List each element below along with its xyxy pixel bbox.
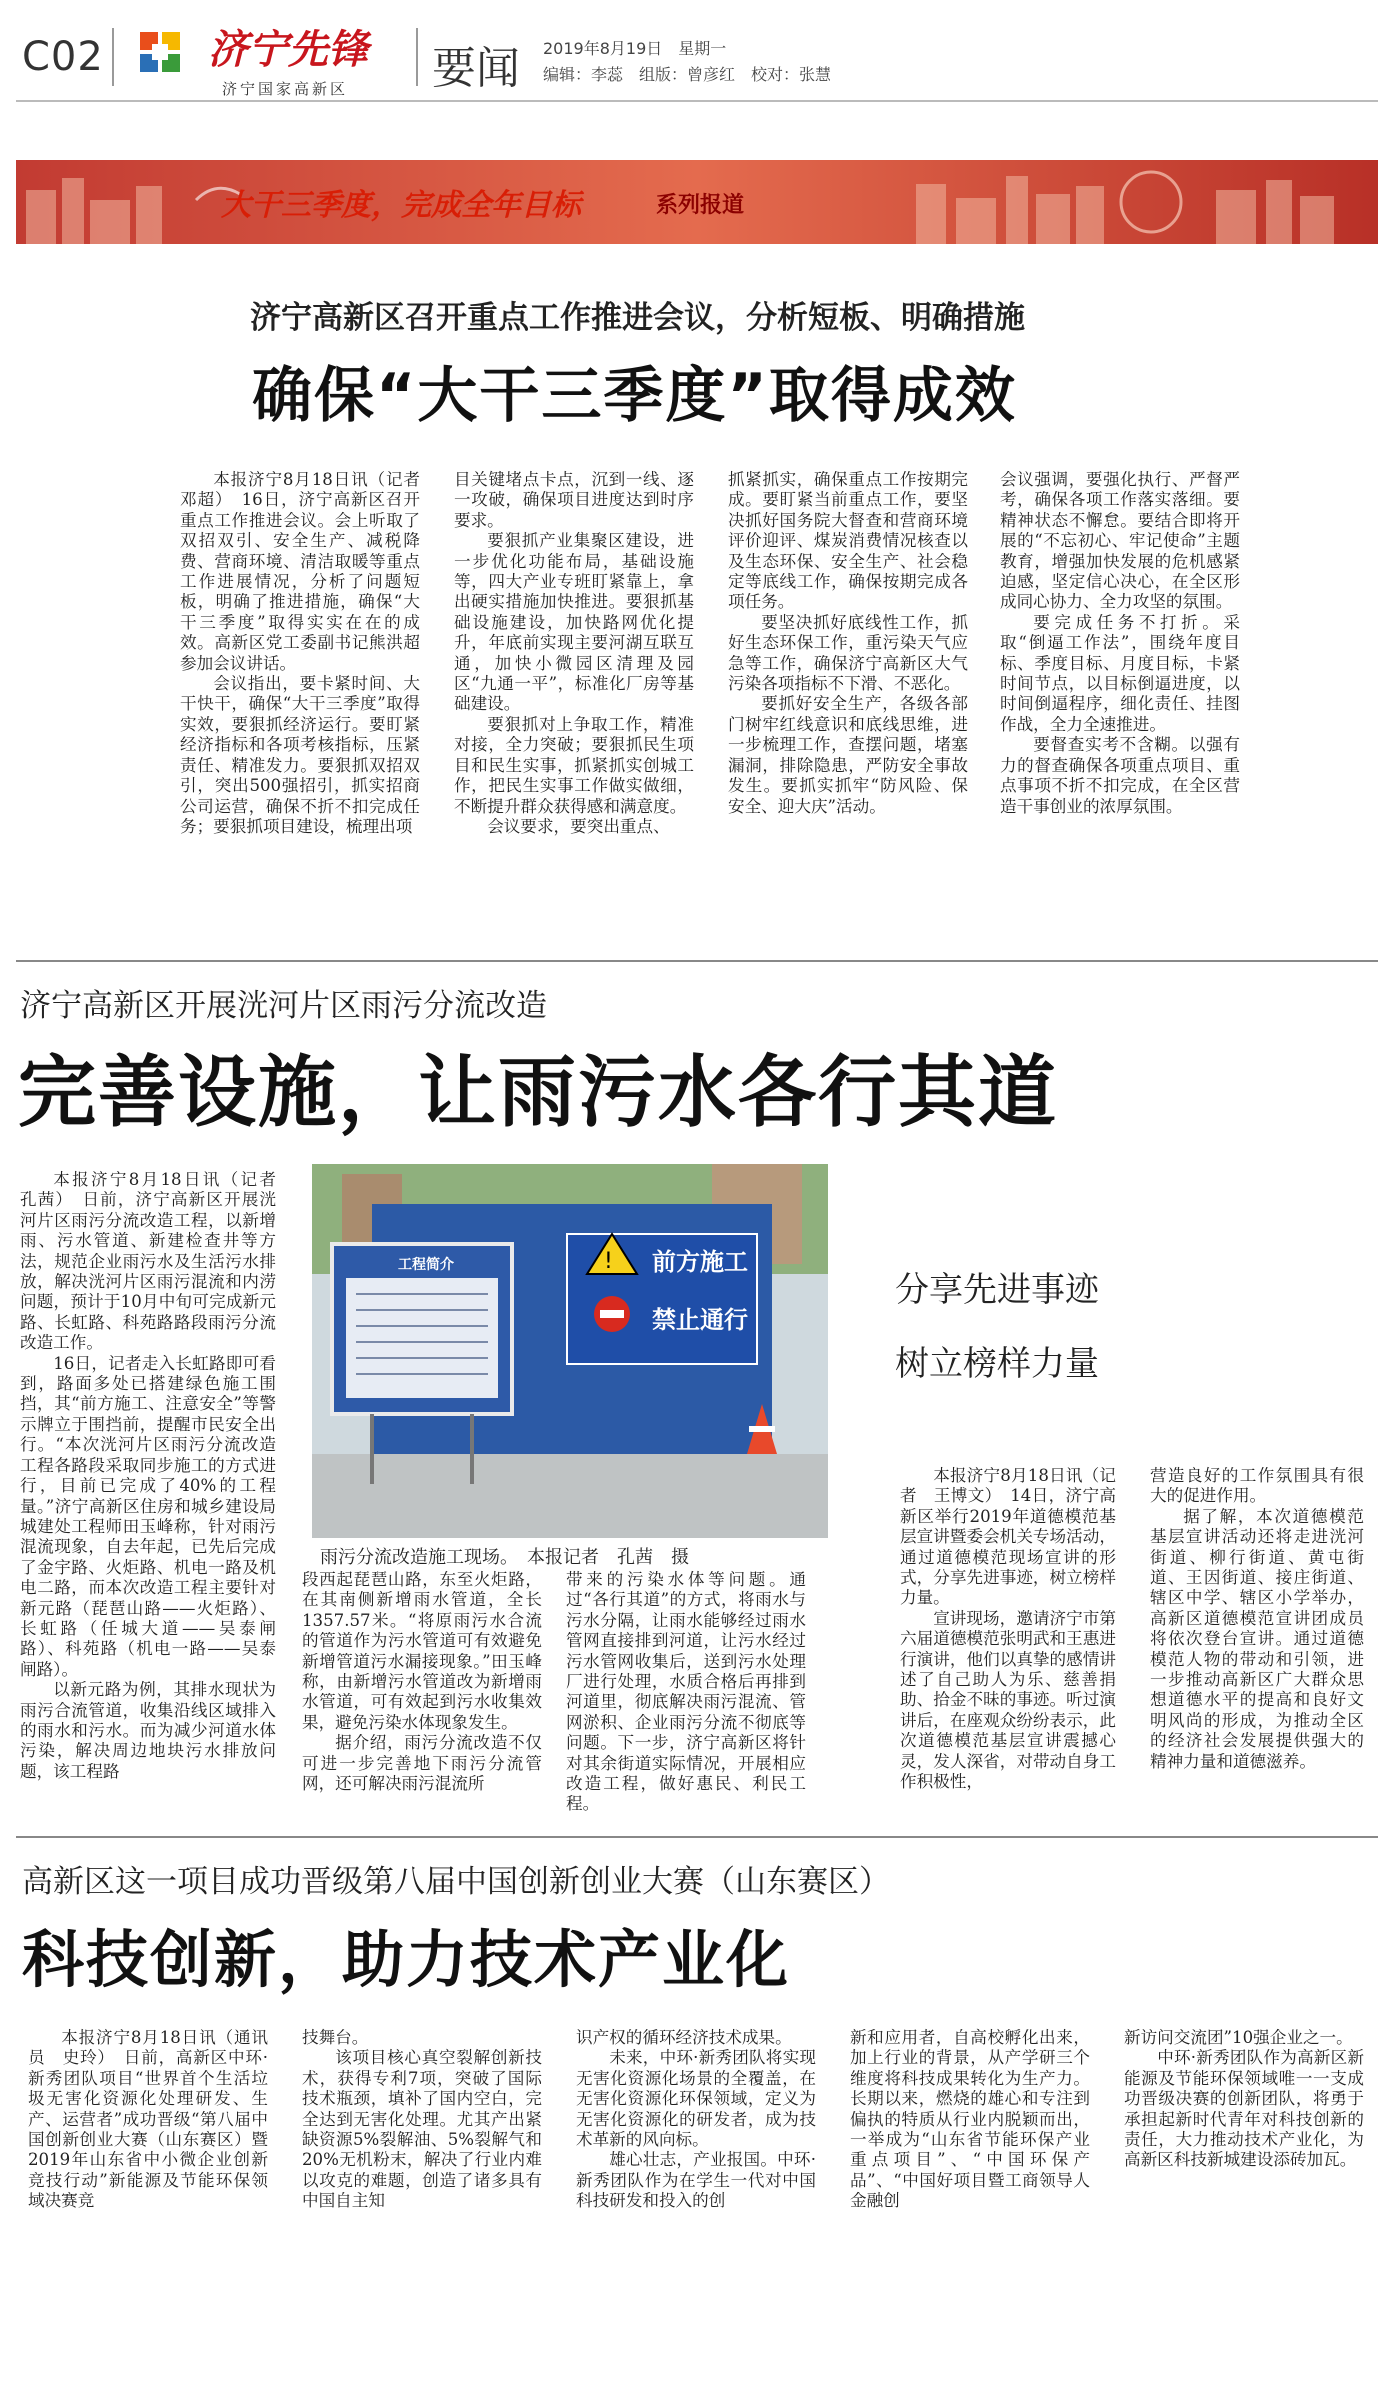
article2-column-2: [302, 1570, 542, 1794]
construction-scene-illustration: [312, 1164, 828, 1538]
article1-headline: 确保“大干三季度”取得成效: [252, 361, 1017, 431]
paragraph: 中环·新秀团队作为高新区新能源及节能环保领域唯一一支成功晋级决赛的创新团队，将勇于承担起新时代青年对科技创新的责任，大力推动技术产业化，为高新区科技新城建设添砖加瓦。: [1124, 2048, 1364, 2170]
paragraph: 未来，中环·新秀团队将实现无害化资源化场景的全覆盖，在无害化资源化环保领域，定义为无害化资源化的研发者，成为技术革新的风向标。: [576, 2048, 816, 2150]
paragraph: 本报济宁8月18日讯（记者 邓超） 16日，济宁高新区召开重点工作推进会议。会上听取了双招双引、安全生产、减税降费、营商环境、清洁取暖等重点工作进展情况，分析了问题短板，明确了推进措施，确保“大干三季度”取得实实在在的成效。高新区党工委副书记熊洪超参加会议讲话。: [180, 470, 437, 673]
paragraph: 据了解，本次道德模范基层宣讲活动还将走进洸河街道、柳行街道、黄屯街道、王因街道、接庄街道、辖区中学、辖区小学举办，高新区道德模范宣讲团成员将依次登台宣讲。通过道德模范人物的带动和引领，进一步推动高新区广大群众思想道德水平的提高和良好文明风尚的形成，为推动全区的经济社会发展提供强大的精神力量和道德滋养。: [1150, 1506, 1364, 1771]
sign-no-entry: 禁止通行: [652, 1306, 748, 1334]
paragraph: 雄心壮志，产业报国。中环·新秀团队作为在学生一代对中国科技研发和投入的创: [576, 2150, 816, 2211]
article3-column-2: [1150, 1466, 1364, 1772]
paragraph: 以新元路为例，其排水现状为雨污合流管道，收集沿线区域排入的雨水和污水。而为减少河道水体污染，解决周边地块污水排放问题，该工程路: [20, 1680, 276, 1781]
article4-column-3: [576, 2028, 816, 2212]
paragraph: 新和应用者，自高校孵化出来，加上行业的背景，从产学研三个维度将科技成果转化为生产力。长期以来，燃烧的雄心和专注到偏执的特质从行业内脱颖而出，一举成为“山东省节能环保产业重点项目”、“中国环保产品”、“中国好项目暨工商领导人金融创: [850, 2028, 1090, 2211]
article1-column-4: [1000, 470, 1240, 817]
article2-column-3: [566, 1570, 806, 1815]
section-rule: [16, 960, 1378, 962]
masthead-divider: [112, 28, 114, 86]
construction-site-photo: [312, 1164, 828, 1538]
brand-subtitle: 济宁国家高新区: [222, 80, 349, 98]
paragraph: 本报济宁8月18日讯（记者 孔茜） 日前，济宁高新区开展洸河片区雨污分流改造工程，以新增雨、污水管道、新建检查井等方法，规范企业雨污水及生活污水排放，解决洸河片区雨污混流和内涝问题，预计于10月中旬可完成新元路、长虹路、科苑路路段雨污分流改造工作。: [20, 1170, 293, 1353]
paragraph: 要督查实考不含糊。以强有力的督查确保各项重点项目、重点事项不折不扣完成，在全区营造干事创业的浓厚氛围。: [1000, 735, 1240, 816]
page-code: C02: [22, 34, 104, 80]
masthead-divider: [416, 28, 418, 86]
paragraph: 要狠抓产业集聚区建设，进一步优化功能布局，基础设施等，四大产业专班盯紧靠上，拿出硬实措施加快推进。要狠抓基础设施建设，加快路网优化提升，年底前实现主要河湖互联互通，加快小微园区清理及园区“九通一平”，标准化厂房等基础建设。: [454, 531, 694, 714]
section-rule: [16, 1836, 1378, 1838]
paragraph: 带来的污染水体等问题。通过“各行其道”的方式，将雨水与污水分隔，让雨水能够经过雨水管网直接排到河道，让污水经过污水管网收集后，送到污水处理厂进行处理，水质合格后再排到河道里，彻底解决雨污混流、管网淤积、企业雨污分流不彻底等问题。下一步，济宁高新区将针对其余街道实际情况，开展相应改造工程，做好惠民、利民工程。: [566, 1570, 806, 1814]
paragraph: 要狠抓对上争取工作，精准对接，全力突破；要狠抓民生项目和民生实事，抓紧抓实创城工作，把民生实事工作做实做细，不断提升群众获得感和满意度。: [454, 714, 694, 816]
paragraph: 目关键堵点卡点，沉到一线、逐一攻破，确保项目进度达到时序要求。: [454, 470, 694, 530]
paragraph: 要完成任务不打折。采取“倒逼工作法”，围绕年度目标、季度目标、月度目标，卡紧时间节点，以目标倒逼进度，以时间倒逼程序，细化责任、挂图作战，全力全速推进。: [1000, 612, 1240, 734]
article4-column-5: [1124, 2028, 1364, 2171]
paragraph: 技舞台。: [302, 2028, 369, 2047]
photo-caption: 雨污分流改造施工现场。 本报记者 孔茜 摄: [320, 1547, 689, 1568]
brand-title: 济宁先锋: [208, 26, 368, 73]
issue-date: 2019年8月19日 星期一: [543, 39, 727, 58]
svg-text:!: !: [604, 1249, 613, 1274]
article1-column-3: [728, 470, 968, 817]
paragraph: 本报济宁8月18日讯（通讯员 史玲） 日前，高新区中环·新秀团队项目“世界首个生活垃圾无害化资源化处理研发、生产、运营者”成功晋级“第八届中国创新创业大赛（山东赛区）暨2019年山东省中小微企业创新竞技行动”新能源及节能环保领域决赛竞: [28, 2028, 268, 2211]
article4-subhead: 高新区这一项目成功晋级第八届中国创新创业大赛（山东赛区）: [22, 1864, 890, 1900]
section-name: 要闻: [432, 43, 520, 94]
article1-column-2: [454, 470, 694, 837]
paragraph: 要抓好安全生产，各级各部门树牢红线意识和底线思维，进一步梳理工作，查摆问题，堵塞漏洞，排除隐患，严防安全事故发生。要抓实抓牢“防风险、保安全、迎大庆”活动。: [728, 694, 968, 816]
series-banner: [16, 160, 1378, 244]
paragraph: 本报济宁8月18日讯（记者 王博文） 14日，济宁高新区举行2019年道德模范基层宣讲暨委会机关专场活动，通过道德模范现场宣讲的形式，分享先进事迹，树立榜样力量。: [900, 1466, 1116, 1608]
article4-column-4: [850, 2028, 1090, 2212]
paragraph: 新访问交流团”10强企业之一。: [1124, 2028, 1353, 2047]
paragraph: 16日，记者走入长虹路即可看到，路面多处已搭建绿色施工围挡，其“前方施工、注意安全”等警示牌立于围挡前，提醒市民安全出行。“本次洸河片区雨污分流改造工程各路段采取同步施工的方式进行，目前已完成了40%的工程量。”济宁高新区住房和城乡建设局城建处工程师田玉峰称，针对雨污混流现象，自去年起，已先后完成了金宇路、火炬路、机电一路及机电二路，而本次改造工程主要针对新元路（琵琶山路——火炬路）、长虹路（任城大道——吴泰闸路）、科苑路（机电一路——吴泰闸路）。: [20, 1353, 276, 1679]
paragraph: 会议要求，要突出重点、: [487, 816, 670, 836]
article3-headline-line-1: 分享先进事迹: [895, 1270, 1099, 1310]
article4-column-1: [28, 2028, 268, 2212]
sign-construction-ahead: 前方施工: [652, 1248, 748, 1276]
masthead-rule: [16, 100, 1378, 102]
article2-subhead: 济宁高新区开展洸河片区雨污分流改造: [20, 988, 547, 1024]
article3-headline-line-2: 树立榜样力量: [895, 1344, 1099, 1384]
article2-column-1: [20, 1170, 293, 1782]
article2-headline: 完善设施，让雨污水各行其道: [18, 1048, 1059, 1138]
article3-column-1: [900, 1466, 1116, 1793]
paragraph: 据介绍，雨污分流改造不仅可进一步完善地下雨污分流管网，还可解决雨污混流所: [302, 1733, 542, 1794]
paragraph: 会议指出，要卡紧时间、大干快干，确保“大干三季度”取得实效，要狠抓经济运行。要盯紧经济指标和各项考核指标，压紧责任、精准发力。要狠抓双招双引，突出500强招引，抓实招商公司运营，确保不折不扣完成任务；要狠抓项目建设，梳理出项: [180, 674, 420, 836]
paragraph: 要坚决抓好底线性工作，抓好生态环保工作，重污染天气应急等工作，确保济宁高新区大气污染各项指标不下滑、不恶化。: [728, 612, 968, 694]
article4-headline: 科技创新，助力技术产业化: [22, 1923, 791, 1996]
paragraph: 抓紧抓实，确保重点工作按期完成。要盯紧当前重点工作，要坚决抓好国务院大督查和营商环境评价迎评、煤炭消费情况核查以及生态环保、安全生产、社会稳定等底线工作，确保按期完成各项任务。: [728, 470, 968, 612]
newspaper-logo-icon: [134, 26, 186, 78]
paragraph: 宣讲现场，邀请济宁市第六届道德模范张明武和王惠进行演讲，他们以真挚的感情讲述了自己助人为乐、慈善捐助、拾金不昧的事迹。听过演讲后，在座观众纷纷表示，此次道德模范基层宣讲震撼心灵，发人深省，对带动自身工作积极性，: [900, 1608, 1116, 1792]
banner-tag: 系列报道: [656, 193, 745, 218]
article1-column-1: [180, 470, 437, 837]
paragraph: 会议强调，要强化执行、严督严考，确保各项工作落实落细。要精神状态不懈怠。要结合即将开展的“不忘初心、牢记使命”主题教育，增强加快发展的危机感紧迫感，坚定信心决心，在全区形成同心协力、全力攻坚的氛围。: [1000, 470, 1240, 612]
banner-slogan: 大干三季度，完成全年目标: [221, 188, 581, 223]
editor-credits: 编辑：李蕊 组版：曾彦红 校对：张慧: [543, 65, 832, 84]
paragraph: 段西起琵琶山路，东至火炬路，在其南侧新增雨水管道，全长1357.57米。“将原雨污水合流的管道作为污水管道可有效避免新增管道污水漏接现象。”田玉峰称，由新增污水管道改为新增雨水管道，可有效起到污水收集效果，避免污染水体现象发生。: [302, 1570, 542, 1732]
info-board-title: 工程简介: [398, 1257, 454, 1273]
paragraph: 识产权的循环经济技术成果。: [576, 2028, 792, 2047]
article4-column-2: [302, 2028, 542, 2212]
paragraph: 该项目核心真空裂解创新技术，获得专利7项，突破了国际技术瓶颈，填补了国内空白，完全达到无害化处理。尤其产出紧缺资源5%裂解油、5%裂解气和20%无机粉末，解决了行业内难以攻克的难题，创造了诸多具有中国自主知: [302, 2048, 542, 2211]
paragraph: 营造良好的工作氛围具有很大的促进作用。: [1150, 1466, 1364, 1506]
article1-subhead: 济宁高新区召开重点工作推进会议，分析短板、明确措施: [250, 300, 1025, 336]
